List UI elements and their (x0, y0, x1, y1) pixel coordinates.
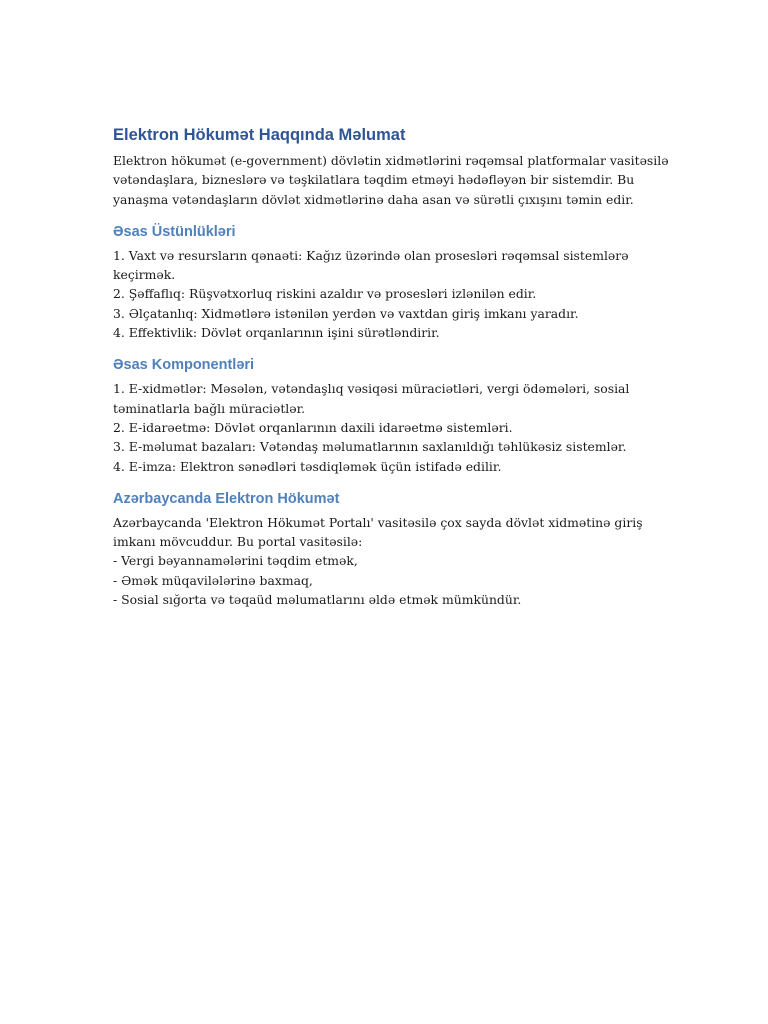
components-heading: Əsas Komponentləri (113, 357, 255, 374)
azerbaijan-heading: Azərbaycanda Elektron Hökumət (113, 490, 340, 507)
list-item: keçirmək. (113, 267, 176, 283)
list-item: 3. Əlçatanlıq: Xidmətlərə istənilən yerdən və vaxtdan giriş imkanı yaradır. (113, 305, 579, 321)
list-item: 2. Şəffaflıq: Rüşvətxorluq riskini azaldır və prosesləri izlənilən edir. (113, 286, 537, 302)
list-item: 2. E-idarəetmə: Dövlət orqanlarının daxili idarəetmə sistemləri. (113, 419, 513, 435)
list-item: 4. Effektivlik: Dövlət orqanlarının işini sürətləndirir. (113, 325, 440, 341)
list-item: 1. Vaxt və resursların qənaəti: Kağız üzərində olan prosesləri rəqəmsal sistemlərə (113, 247, 629, 263)
advantages-section (113, 222, 653, 342)
components-list (113, 379, 653, 475)
document-title: Elektron Hökumət Haqqında Məlumat (113, 126, 406, 144)
intro-line: yanaşma vətəndaşların dövlət xidmətlərinə daha asan və sürətli çıxışını təmin edir. (113, 191, 634, 207)
list-item: təminatlarla bağlı müraciətlər. (113, 400, 306, 416)
intro-line: Elektron hökumət (e-government) dövlətin xidmətlərini rəqəmsal platformalar vasitəsilə (113, 153, 669, 168)
components-section (113, 355, 653, 475)
paragraph-line: Azərbaycanda 'Elektron Hökumət Portalı' vasitəsilə çox sayda dövlət xidmətinə giriş (113, 514, 643, 530)
intro-line: vətəndaşlara, bizneslərə və təşkilatlara təqdim etməyi hədəfləyən bir sistemdir. Bu (113, 172, 635, 188)
intro-paragraph (113, 151, 669, 209)
list-item: - Sosial sığorta və təqaüd məlumatlarını əldə etmək mümkündür. (113, 592, 522, 608)
document-page (113, 124, 669, 609)
paragraph-line: imkanı mövcuddur. Bu portal vasitəsilə: (113, 534, 363, 550)
list-item: - Vergi bəyannamələrini təqdim etmək, (113, 553, 358, 569)
azerbaijan-paragraph (113, 513, 653, 609)
list-item: 3. E-məlumat bazaları: Vətəndaş məlumatlarının saxlanıldığı təhlükəsiz sistemlər. (113, 439, 627, 455)
advantages-list (113, 246, 653, 342)
list-item: 1. E-xidmətlər: Məsələn, vətəndaşlıq vəsiqəsi müraciətləri, vergi ödəmələri, sosial (113, 381, 630, 397)
list-item: 4. E-imza: Elektron sənədləri təsdiqləmək üçün istifadə edilir. (113, 458, 502, 474)
list-item: - Əmək müqavilələrinə baxmaq, (113, 572, 313, 588)
azerbaijan-section (113, 489, 653, 609)
advantages-heading: Əsas Üstünlükləri (113, 223, 236, 240)
